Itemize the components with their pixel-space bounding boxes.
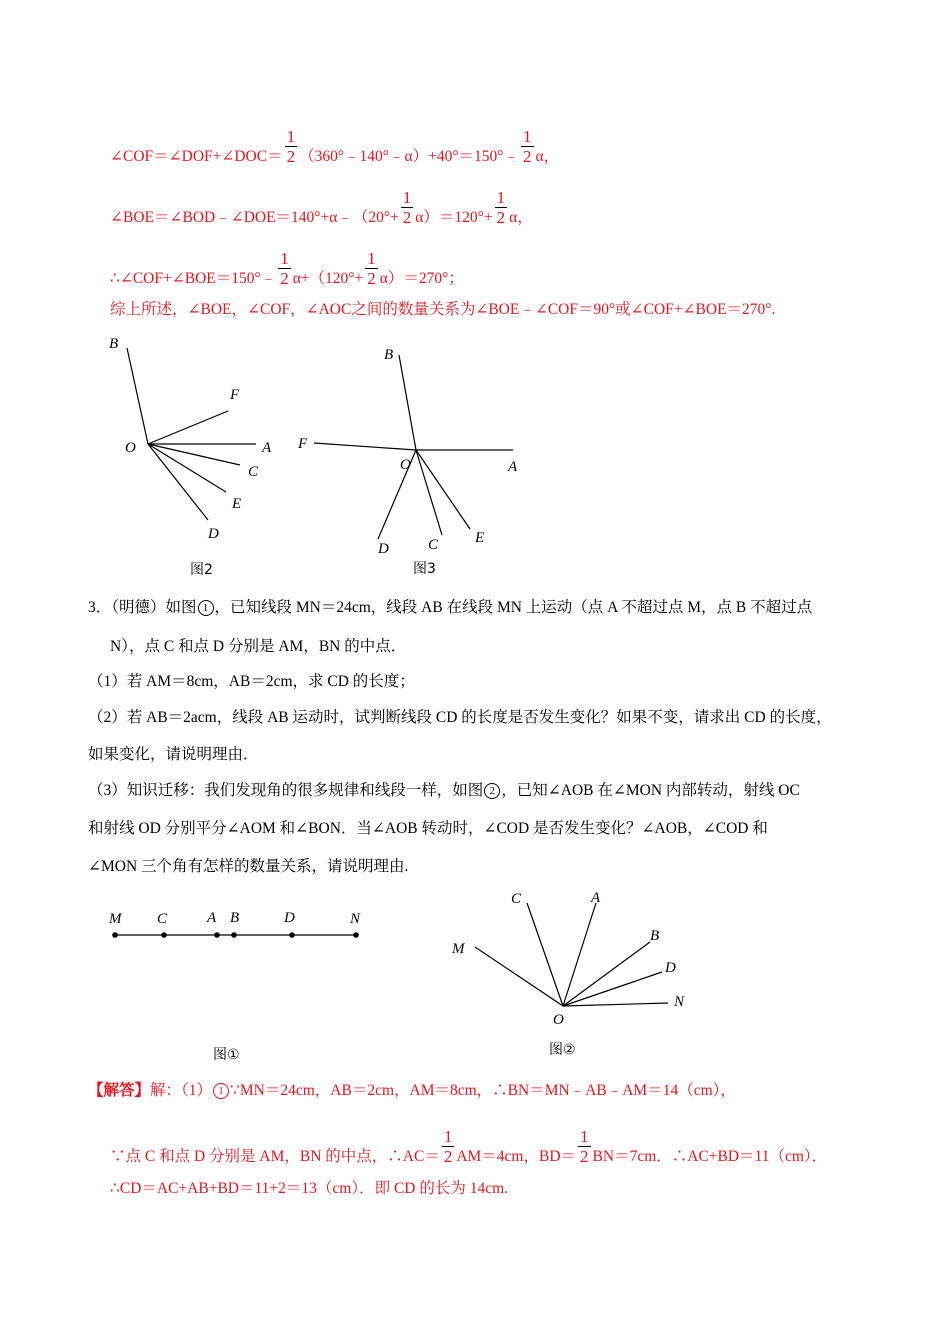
ray-oa — [563, 903, 596, 1006]
figure-2 — [100, 328, 300, 583]
figure-1-caption: 图① — [213, 1047, 240, 1063]
answer-line-1: 【解答】解：（1） 1 ∵MN＝24cm，AB＝2cm，AM＝8cm，∴BN＝MN﹣AB﹣AM＝14（cm）， — [88, 1082, 736, 1099]
ray-oc — [416, 450, 442, 535]
fraction: $\frac{1}{2}$ — [367, 249, 376, 288]
ray-oc — [527, 903, 563, 1006]
ray-ob — [563, 942, 650, 1006]
problem-3-question-1: （1）若 AM＝8cm，AB＝2cm，求 CD 的长度； — [88, 673, 415, 690]
ray-od — [563, 972, 662, 1006]
label-d: D — [208, 526, 219, 542]
eq-text: ∠COF＝∠DOF+∠DOC＝ — [110, 148, 283, 166]
label-b: B — [650, 928, 660, 944]
label-m: M — [109, 911, 122, 927]
fraction: $\frac{1}{2}$ — [496, 188, 506, 227]
figure-angle — [440, 885, 700, 1065]
eq-text: ∠BOE＝∠BOD﹣∠DOE＝140°+α﹣（20°+ — [110, 209, 399, 227]
ray-on — [563, 1003, 668, 1006]
label-n: N — [674, 994, 685, 1010]
eq-text: α， — [535, 148, 560, 166]
solution-line-3 — [110, 249, 464, 299]
problem-3-question-2-line-1: （2）若 AB＝2acm，线段 AB 运动时，试判断线段 CD 的长度是否发生变化？如果不变，请求出 CD 的长度， — [88, 709, 832, 726]
label-m: M — [452, 941, 465, 957]
circled-number: 1 — [198, 600, 214, 616]
ray-of — [148, 411, 228, 444]
ray-ob — [399, 355, 416, 450]
figure-2-caption: 图② — [549, 1042, 576, 1058]
label-o: O — [400, 457, 411, 473]
label-c: C — [511, 891, 522, 907]
circled-number: 2 — [484, 783, 500, 799]
figure-segment — [100, 900, 380, 1070]
eq-text: α）＝270°； — [379, 270, 464, 288]
label-o: O — [553, 1012, 564, 1028]
point-m — [112, 932, 118, 938]
solution-summary: 综上所述，∠BOE，∠COF，∠AOC之间的数量关系为∠BOE﹣∠COF＝90°或∠COF+∠BOE＝270°. — [110, 301, 776, 318]
answer-tag: 【解答】 — [88, 1082, 151, 1099]
fraction: $\frac{1}{2}$ — [286, 127, 296, 166]
ray-oe — [416, 450, 470, 529]
label-b: B — [230, 910, 240, 926]
label-a: A — [591, 890, 601, 906]
label-e: E — [475, 530, 485, 546]
label-c: C — [157, 911, 168, 927]
label-a: A — [508, 459, 518, 475]
label-a: A — [262, 440, 272, 456]
label-f: F — [298, 436, 308, 452]
figure-2-caption: 图2 — [190, 562, 213, 578]
label-d: D — [665, 960, 676, 976]
fraction: $\frac{1}{2}$ — [580, 1127, 589, 1166]
problem-3-question-3-line-3: ∠MON 三个角有怎样的数量关系，请说明理由. — [88, 858, 409, 875]
problem-3-question-2-line-2: 如果变化，请说明理由． — [88, 746, 259, 763]
label-a: A — [207, 910, 217, 926]
figure-3 — [290, 335, 530, 585]
point-b — [231, 932, 237, 938]
point-n — [353, 932, 359, 938]
ray-oe — [148, 444, 226, 492]
point-d — [289, 932, 295, 938]
circled-number: 1 — [213, 1083, 229, 1099]
solution-line-1 — [110, 127, 560, 177]
figure-3-caption: 图3 — [413, 561, 436, 577]
fraction: $\frac{1}{2}$ — [280, 249, 289, 288]
fraction: $\frac{1}{2}$ — [402, 188, 412, 227]
label-d: D — [284, 910, 295, 926]
label-n: N — [350, 911, 361, 927]
ray-om — [475, 947, 563, 1006]
ray-ob — [127, 348, 148, 444]
problem-3-intro-line-2: N），点 C 和点 D 分别是 AM，BN 的中点． — [110, 638, 407, 655]
label-c: C — [248, 464, 259, 480]
eq-text: α， — [509, 209, 533, 227]
label-c: C — [428, 537, 439, 553]
ray-of — [314, 443, 416, 450]
eq-text: α）＝120°+ — [415, 209, 493, 227]
label-d: D — [378, 541, 389, 557]
label-b: B — [109, 336, 119, 352]
problem-3-question-3-line-1: （3）知识迁移：我们发现角的很多规律和线段一样，如图 2 ，已知∠AOB 在∠MON 内部转动，射线 OC — [88, 782, 800, 799]
fraction: $\frac{1}{2}$ — [523, 127, 532, 166]
eq-text: （360°﹣140°﹣α）+40°＝150°﹣ — [299, 148, 520, 166]
label-b: B — [384, 347, 394, 363]
point-c — [161, 932, 167, 938]
problem-3-intro-line-1: 3．（明德）如图 1 ，已知线段 MN＝24cm，线段 AB 在线段 MN 上运动（点 A 不超过点 M，点 B 不超过点 — [88, 599, 813, 616]
label-o: O — [125, 440, 136, 456]
point-a — [214, 932, 220, 938]
eq-text: α+（120°+ — [292, 270, 364, 288]
label-f: F — [230, 387, 240, 403]
fraction: $\frac{1}{2}$ — [443, 1127, 453, 1166]
answer-line-3: ∴CD＝AC+AB+BD＝11+2＝13（cm）．即 CD 的长为 14cm. — [110, 1180, 509, 1197]
solution-line-2 — [110, 188, 533, 238]
label-e: E — [232, 496, 242, 512]
eq-text: ∴∠COF+∠BOE＝150°﹣ — [110, 270, 277, 288]
answer-line-2: ∵点 C 和点 D 分别是 AM，BN 的中点，∴AC＝ $\frac{1}{2}$ AM＝4cm，BD＝ $\frac{1}{2}$ BN＝7cm．∴AC+BD＝11（cm）． — [110, 1127, 828, 1166]
problem-3-question-3-line-2: 和射线 OD 分别平分∠AOM 和∠BON．当∠AOB 转动时，∠COD 是否发生变化？∠AOB，∠COD 和 — [88, 820, 768, 837]
